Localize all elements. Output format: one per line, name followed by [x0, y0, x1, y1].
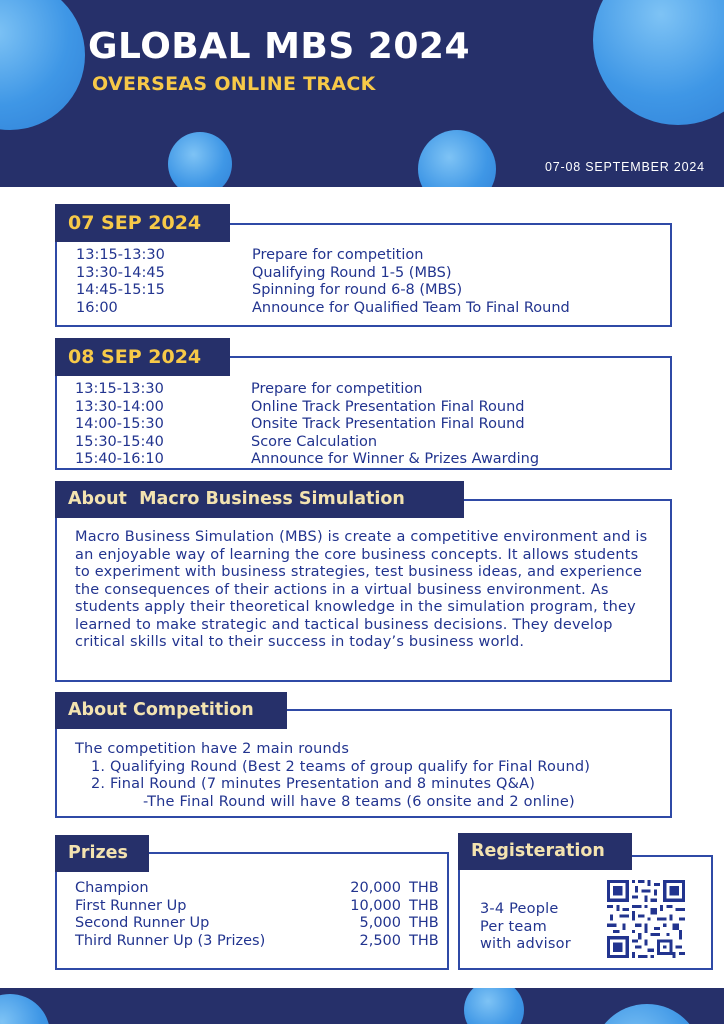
prize-row	[75, 915, 439, 933]
prizes-heading: Prizes	[55, 835, 149, 872]
registration-line: Per team	[480, 918, 547, 935]
registration-info	[480, 901, 571, 954]
event-dates: 07-08 SEPTEMBER 2024	[545, 160, 705, 174]
schedule-event: Qualifying Round 1-5 (MBS)	[252, 264, 452, 281]
prize-name: First Runner Up	[75, 897, 187, 914]
registration-line: 3-4 People	[480, 901, 559, 917]
decorative-circle	[0, 994, 50, 1024]
schedule-time: 15:30-15:40	[75, 433, 164, 450]
schedule-row	[75, 399, 539, 417]
competition-content	[75, 741, 655, 811]
schedule-time: 14:00-15:30	[75, 416, 164, 432]
prize-row	[75, 933, 439, 951]
schedule-event: Score Calculation	[251, 433, 378, 450]
schedule-row	[76, 265, 570, 283]
prize-amount: 20,000	[350, 880, 401, 896]
schedule-event: Announce for Qualified Team To Final Round	[252, 299, 570, 316]
schedule-row	[76, 247, 570, 265]
schedule-row	[75, 434, 539, 452]
schedule-row	[76, 300, 570, 318]
prize-name: Second Runner Up	[75, 915, 210, 931]
schedule-row	[75, 381, 539, 399]
prize-currency: THB	[409, 915, 439, 931]
schedule-event: Onsite Track Presentation Final Round	[251, 416, 525, 432]
decorative-circle	[418, 130, 496, 187]
decorative-circle	[464, 988, 524, 1024]
page-subtitle: OVERSEAS ONLINE TRACK	[92, 73, 376, 95]
prize-currency: THB	[409, 932, 439, 949]
prize-currency: THB	[409, 897, 439, 914]
schedule-row	[76, 282, 570, 300]
prize-name: Champion	[75, 880, 149, 896]
schedule-time: 15:40-16:10	[75, 451, 164, 467]
schedule-time: 14:45-15:15	[76, 282, 165, 298]
schedule-event: Prepare for competition	[252, 247, 424, 263]
schedule-event: Prepare for competition	[251, 381, 423, 397]
schedule-event: Online Track Presentation Final Round	[251, 398, 525, 415]
schedule-time: 16:00	[76, 299, 118, 316]
prize-currency: THB	[409, 880, 439, 896]
prize-row	[75, 898, 439, 916]
competition-note: -The Final Round will have 8 teams (6 onsite and 2 online)	[143, 793, 575, 810]
decorative-circle	[592, 1004, 702, 1024]
day2-heading: 08 SEP 2024	[55, 338, 230, 376]
prize-row	[75, 880, 439, 898]
schedule-event: Announce for Winner & Prizes Awarding	[251, 451, 540, 467]
decorative-circle	[593, 0, 724, 125]
about-competition-heading: About Competition	[55, 692, 287, 729]
about-mbs-heading: About Macro Business Simulation	[55, 481, 464, 518]
prize-name: Third Runner Up (3 Prizes)	[75, 932, 266, 949]
schedule-day1-list	[76, 247, 570, 317]
prize-amount: 5,000	[359, 915, 401, 931]
schedule-time: 13:30-14:45	[76, 264, 165, 281]
prize-amount: 2,500	[359, 932, 401, 949]
competition-intro: The competition have 2 main rounds	[75, 741, 350, 757]
decorative-circle	[168, 132, 232, 187]
registration-qr-code[interactable]	[607, 880, 685, 958]
decorative-circle	[0, 0, 85, 130]
prizes-list	[75, 880, 439, 950]
page-title: GLOBAL MBS 2024	[88, 26, 471, 67]
competition-item: 2. Final Round (7 minutes Presentation and 8 minutes Q&A)	[91, 776, 536, 792]
schedule-time: 13:30-14:00	[75, 398, 164, 415]
qr-code-icon	[607, 880, 685, 958]
day1-heading: 07 SEP 2024	[55, 204, 230, 242]
schedule-time: 13:15-13:30	[76, 247, 165, 263]
about-mbs-box	[55, 499, 672, 682]
competition-item: 1. Qualifying Round (Best 2 teams of group qualify for Final Round)	[91, 758, 591, 775]
competition-item-text: Final Round (7 minutes Presentation and 8 minutes Q&A)	[110, 776, 536, 792]
schedule-time: 13:15-13:30	[75, 381, 164, 397]
about-mbs-text: Macro Business Simulation (MBS) is create a competitive environment and is an enjoyable way of learning the core business concepts. It allows students to experiment with business strategies, test business ideas, and experience the consequences of their actions in a virtual business environment. As students apply their theoretical knowledge in the simulation program, they learned to make strategic and tactical business decisions. They develop critical skills vital to their success in today’s business world.	[75, 529, 648, 650]
footer-banner	[0, 988, 724, 1024]
schedule-event: Spinning for round 6-8 (MBS)	[252, 282, 463, 298]
header-banner	[0, 0, 724, 187]
schedule-day2-list	[75, 381, 539, 469]
schedule-row	[75, 416, 539, 434]
prize-amount: 10,000	[350, 897, 401, 914]
schedule-row	[75, 451, 539, 469]
registration-heading: Registeration	[458, 833, 632, 870]
registration-line: with advisor	[480, 936, 571, 952]
competition-item-text: Qualifying Round (Best 2 teams of group qualify for Final Round)	[110, 758, 591, 775]
